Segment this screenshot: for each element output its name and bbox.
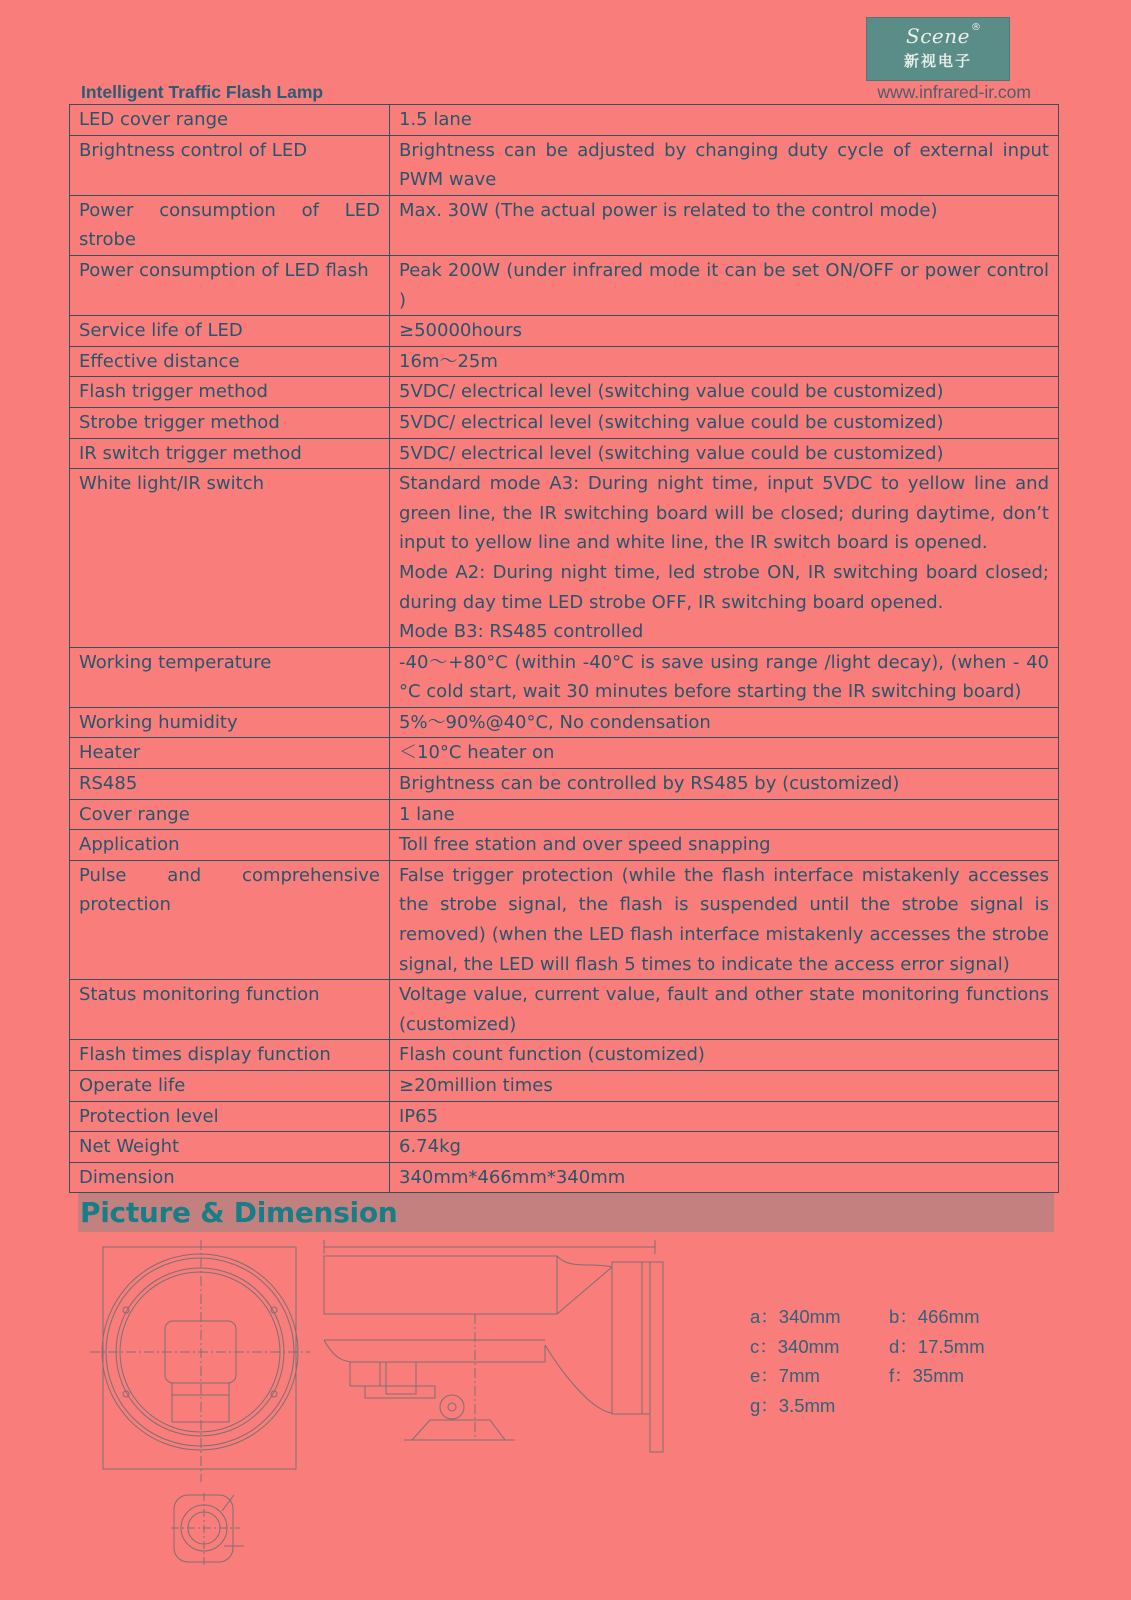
spec-value-paragraph: 16m～25m <box>399 350 498 372</box>
dimension-d: d：17.5mm <box>889 1335 985 1357</box>
spec-value-paragraph: Brightness can be adjusted by changing duty cycle of external input PWM wave <box>399 139 1049 191</box>
spec-value-paragraph: Toll free station and over speed snapping <box>399 834 771 856</box>
spec-label: Power consumption of LED flash <box>70 255 390 315</box>
dimension-a: a：340mm <box>750 1306 841 1327</box>
spec-label: Application <box>70 830 390 861</box>
spec-value-paragraph: 340mm*466mm*340mm <box>399 1166 626 1188</box>
spec-value-paragraph: 1 lane <box>399 803 455 825</box>
spec-label: White light/IR switch <box>70 469 390 648</box>
bottom-view <box>171 1493 244 1565</box>
logo-chinese-name: 新视电子 <box>903 52 972 70</box>
spec-value-paragraph: Mode B3: RS485 controlled <box>399 621 644 643</box>
spec-label: Net Weight <box>70 1132 390 1163</box>
spec-label: Operate life <box>70 1071 390 1102</box>
spec-value-paragraph: Mode A2: During night time, led strobe ON, IR switching board closed; during day time LED strobe OFF, IR switching board opened. <box>399 561 1049 613</box>
spec-value-paragraph: IP65 <box>399 1105 439 1127</box>
spec-value-paragraph: Standard mode A3: During night time, input 5VDC to yellow line and green line, the IR switching board will be closed; during daytime, don’t input to yellow line and white line, the IR switch board is opened. <box>399 473 1049 554</box>
spec-value-paragraph: Brightness can be controlled by RS485 by (customized) <box>399 773 900 795</box>
section-title: Picture & Dimension <box>80 1196 398 1229</box>
dimension-f: f：35mm <box>889 1365 965 1387</box>
spec-label: Brightness control of LED <box>70 135 390 195</box>
dimension-row <box>750 1361 1028 1391</box>
spec-value-paragraph: 5VDC/ electrical level (switching value could be customized) <box>399 442 944 464</box>
spec-label: IR switch trigger method <box>70 438 390 469</box>
spec-label: Status monitoring function <box>70 980 390 1040</box>
dimension-e: e：7mm <box>750 1365 820 1387</box>
side-view <box>324 1240 663 1452</box>
spec-value-paragraph: ≥20million times <box>399 1075 553 1096</box>
dimension-row <box>750 1391 1028 1421</box>
spec-label: RS485 <box>70 769 390 800</box>
spec-label: Heater <box>70 738 390 769</box>
dimension-g: g：3.5mm <box>750 1394 836 1416</box>
spec-value-paragraph: Voltage value, current value, fault and other state monitoring functions (customized) <box>399 984 1049 1035</box>
spec-value-paragraph: Peak 200W (under infrared mode it can be set ON/OFF or power control ) <box>399 259 1049 311</box>
spec-value-paragraph: 5VDC/ electrical level (switching value could be customized) <box>399 381 944 403</box>
spec-value-paragraph: ≥50000hours <box>399 320 522 342</box>
dimension-row <box>750 1332 1028 1362</box>
spec-label: Flash times display function <box>70 1040 390 1071</box>
spec-value-paragraph: False trigger protection (while the flash interface mistakenly accesses the strobe signal, the flash is suspended until the strobe signal is removed) (when the LED flash interface mistakenly accesses the strobe signal, the LED will flash 5 times to indicate the access error signal) <box>399 864 1049 975</box>
spec-label: Dimension <box>70 1162 390 1193</box>
dimension-row <box>750 1302 1028 1332</box>
logo-registered-mark: ® <box>971 22 981 33</box>
dimension-c: c：340mm <box>750 1335 840 1357</box>
spec-label: Working humidity <box>70 707 390 738</box>
spec-label: LED cover range <box>70 105 390 136</box>
spec-label: Pulse and comprehensive protection <box>70 860 390 979</box>
front-view <box>90 1240 310 1482</box>
spec-label: Power consumption of LED strobe <box>70 195 390 255</box>
website-url: www.infrared-ir.com <box>877 82 1031 102</box>
spec-label: Service life of LED <box>70 316 390 347</box>
spec-value-paragraph: 1.5 lane <box>399 109 472 130</box>
spec-label: Flash trigger method <box>70 377 390 408</box>
spec-value-paragraph: 5%～90%@40°C, No condensation <box>399 711 711 733</box>
spec-value-paragraph: Max. 30W (The actual power is related to the control mode) <box>399 199 938 221</box>
spec-label: Working temperature <box>70 647 390 707</box>
spec-value-paragraph: 5VDC/ electrical level (switching value could be customized) <box>399 411 944 433</box>
spec-label: Strobe trigger method <box>70 407 390 438</box>
spec-label: Cover range <box>70 799 390 830</box>
logo-brand: Scene <box>906 24 970 48</box>
spec-value-paragraph: -40～+80°C (within -40°C is save using range /light decay), (when - 40 °C cold start, wait 30 minutes before starting the IR switching board) <box>399 651 1049 703</box>
spec-value-paragraph: 6.74kg <box>399 1136 461 1158</box>
spec-value-paragraph: ＜10°C heater on <box>399 742 555 764</box>
document-title: Intelligent Traffic Flash Lamp <box>81 82 324 102</box>
spec-value-paragraph: Flash count function (customized) <box>399 1044 705 1066</box>
dimension-list <box>750 1302 1028 1420</box>
dimension-b: b：466mm <box>889 1306 980 1327</box>
spec-label: Protection level <box>70 1101 390 1132</box>
spec-label: Effective distance <box>70 346 390 377</box>
